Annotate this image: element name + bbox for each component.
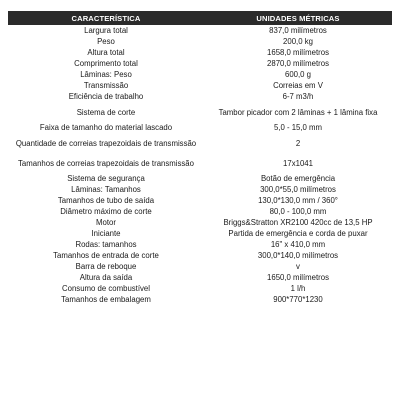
row-label: Lâminas: Tamanhos: [71, 185, 141, 194]
row-value: 837,0 milímetros: [269, 26, 327, 35]
header-characteristic: CARACTERÍSTICA: [8, 11, 204, 25]
row-value: 80,0 - 100,0 mm: [269, 207, 327, 216]
row-value: 600,0 g: [284, 70, 311, 79]
table-row: [8, 173, 392, 184]
row-value: v: [296, 262, 300, 271]
row-value: 300,0*55,0 milímetros: [260, 185, 336, 194]
table-row: [8, 25, 392, 36]
table-row: [8, 184, 392, 195]
table-row: [8, 58, 392, 69]
row-label: Peso: [97, 37, 115, 46]
row-label: Eficiência de trabalho: [68, 92, 144, 101]
table-row: [8, 272, 392, 283]
row-label: Sistema de segurança: [67, 174, 145, 183]
row-value: Briggs&Stratton XR2100 420cc de 13,5 HP: [223, 218, 373, 227]
table-row: [8, 36, 392, 47]
row-label: Iniciante: [91, 229, 121, 238]
row-label: Largura total: [84, 26, 128, 35]
row-value: 2870,0 milímetros: [267, 59, 329, 68]
specifications-table: [8, 11, 392, 305]
row-label: Sistema de corte: [76, 107, 136, 117]
row-label: Comprimento total: [74, 59, 138, 68]
row-label: Altura total: [87, 48, 125, 57]
row-value: 5,0 - 15,0 mm: [273, 123, 323, 132]
row-label: Tamanhos de correias trapezoidais de transmissão: [18, 158, 194, 168]
row-value: 1650,0 milímetros: [267, 273, 329, 282]
row-value: Correias em V: [273, 81, 323, 90]
row-value: 17x1041: [283, 158, 313, 168]
row-label: Tamanhos de tubo de saída: [57, 196, 155, 205]
table-row: [8, 80, 392, 91]
header-metric-units: UNIDADES MÉTRICAS: [204, 11, 392, 25]
table-row: [8, 102, 392, 122]
row-value: Partida de emergência e corda de puxar: [228, 229, 368, 238]
table-row: [8, 283, 392, 294]
row-value: 1658,0 milímetros: [267, 48, 329, 57]
table-row: [8, 217, 392, 228]
row-value: 200,0 kg: [283, 37, 313, 46]
table-row: [8, 91, 392, 102]
row-value: Botão de emergência: [260, 174, 336, 183]
row-value: 6-7 m3/h: [282, 92, 314, 101]
row-label: Motor: [96, 218, 116, 227]
row-value: 130,0*130,0 mm / 360°: [258, 196, 338, 205]
table-row: [8, 133, 392, 153]
row-label: Tamanhos de embalagem: [61, 295, 151, 304]
row-label: Diâmetro máximo de corte: [60, 207, 152, 216]
row-value: 2: [295, 138, 301, 148]
row-label: Rodas: tamanhos: [75, 240, 137, 249]
table-row: [8, 239, 392, 250]
row-label: Consumo de combustível: [62, 284, 150, 293]
table-row: [8, 69, 392, 80]
table-row: [8, 261, 392, 272]
table-row: [8, 153, 392, 173]
table-row: [8, 195, 392, 206]
row-value: Tambor picador com 2 lâminas + 1 lâmina fixa: [218, 107, 378, 117]
row-label: Altura da saída: [79, 273, 133, 282]
row-label: Tamanhos de entrada de corte: [53, 251, 159, 260]
row-label: Lâminas: Peso: [80, 70, 132, 79]
row-value: 900*770*1230: [273, 295, 323, 304]
table-row: [8, 250, 392, 261]
row-value: 1 l/h: [290, 284, 306, 293]
row-label: Faixa de tamanho do material lascado: [39, 123, 173, 132]
table-row: [8, 228, 392, 239]
table-row: [8, 122, 392, 133]
row-label: Barra de reboque: [75, 262, 137, 271]
table-row: [8, 206, 392, 217]
table-row: [8, 294, 392, 305]
table-header-row: [8, 11, 392, 25]
row-label: Quantidade de correias trapezoidais de transmissão: [15, 138, 197, 148]
row-value: 16" x 410,0 mm: [270, 240, 326, 249]
table-row: [8, 47, 392, 58]
row-label: Transmissão: [83, 81, 129, 90]
row-value: 300,0*140,0 milímetros: [257, 251, 339, 260]
